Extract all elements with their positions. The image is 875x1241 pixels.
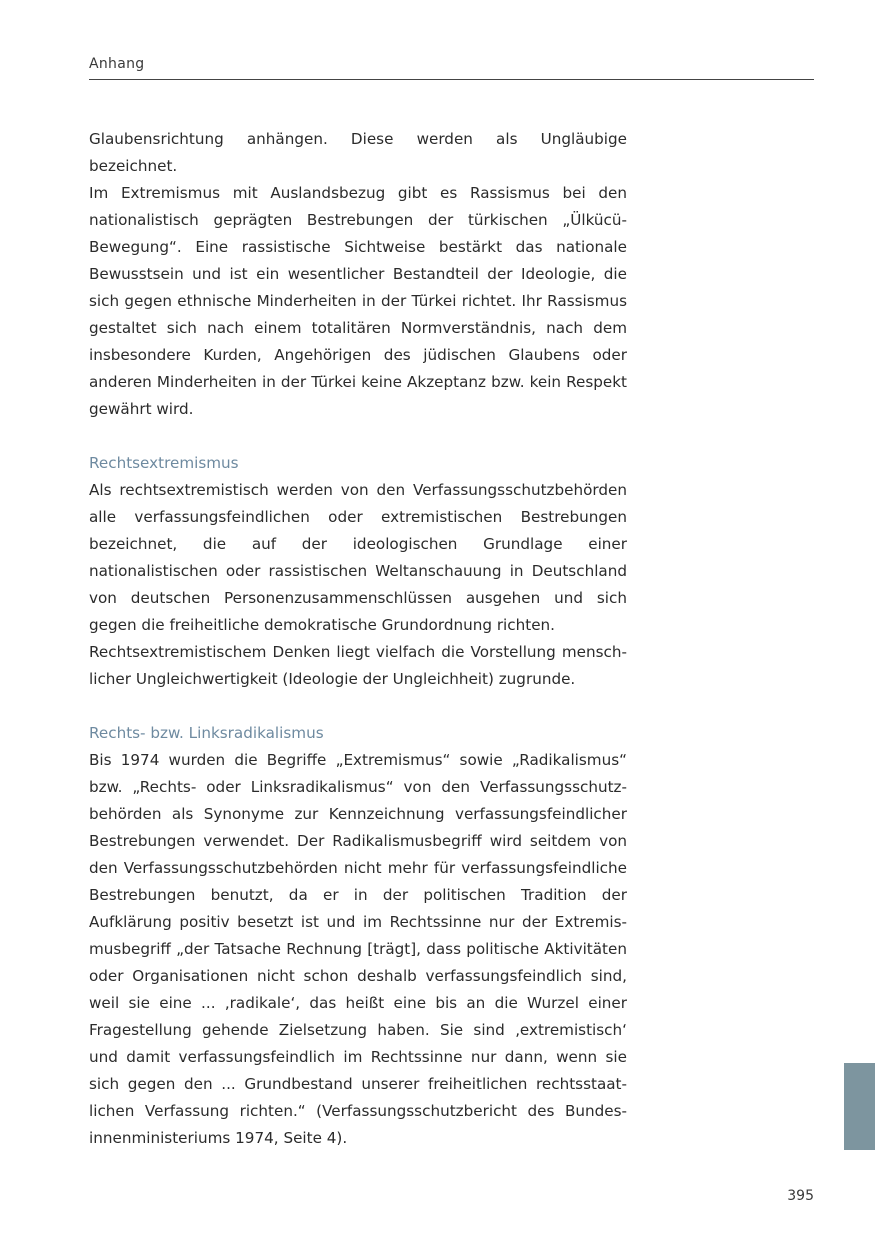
page-number: 395 xyxy=(787,1188,814,1204)
header-rule xyxy=(89,79,814,80)
running-head: Anhang xyxy=(89,56,145,72)
body-text xyxy=(89,126,627,1152)
heading-radikalismus: Rechts- bzw. Linksradikalismus xyxy=(89,724,324,742)
paragraph-continuation: Glaubensrichtung anhängen. Diese werden als Ungläubige bezeichnet. xyxy=(89,130,627,175)
paragraph-radikalismus: Bis 1974 wurden die Begriffe „Extremismus“ sowie „Radikalismus“ bzw. „Rechts- oder Linksradikalismus“ von den Verfassungsschutzbehörden als Synonyme zur Kennzeichnung verfassungsfeindlicher Bestrebungen verwendet. Der Radikalismusbegriff wird seitdem von den Verfassungsschutzbehörden nicht mehr für verfassungsfeindliche Bestrebungen benutzt, da er in der politischen Tradition der Aufklärung positiv besetzt ist und im Rechtssinne nur der Extremismusbegriff „der Tatsache Rechnung [trägt], dass politische Aktivitäten oder Organisationen nicht schon deshalb verfassungsfeindlich sind, weil sie eine ... ‚radikale‘, das heißt eine bis an die Wurzel einer Fragestellung gehende Zielsetzung haben. Sie sind ‚extremistisch‘ und damit verfassungsfeindlich im Rechtssinne nur dann, wenn sie sich gegen den ... Grundbestand unserer freiheitlichen rechtsstaatlichen Verfassung richten.“ (Verfassungsschutzbericht des Bundesinnenministeriums 1974, Seite 4). xyxy=(89,751,627,1147)
paragraph-auslandsbezug: Im Extremismus mit Auslandsbezug gibt es Rassismus bei den nationalistisch geprägten Bestrebungen der türkischen „Ülkücü-Bewegung“. Eine rassistische Sichtweise bestärkt das nationale Bewusstsein und ist ein wesentlicher Bestandteil der Ideologie, die sich gegen ethnische Minderheiten in der Türkei richtet. Ihr Rassismus gestaltet sich nach einem totalitären Normverständnis, nach dem insbesondere Kurden, Angehörigen des jüdischen Glaubens oder anderen Minderheiten in der Türkei keine Akzeptanz bzw. kein Respekt gewährt wird. xyxy=(89,184,627,418)
paragraph-rechtsextremismus-denken: Rechtsextremistischem Denken liegt vielfach die Vorstellung menschlicher Ungleichwertigkeit (Ideologie der Ungleichheit) zugrunde. xyxy=(89,643,627,688)
heading-rechtsextremismus: Rechtsextremismus xyxy=(89,454,239,472)
paragraph-rechtsextremismus-definition: Als rechtsextremistisch werden von den Verfassungsschutzbehörden alle verfassungsfeindlichen oder extremistischen Bestrebungen bezeichnet, die auf der ideologischen Grundlage einer nationalistischen oder rassistischen Weltanschauung in Deutschland von deutschen Personenzusammenschlüssen ausgehen und sich gegen die freiheitliche demokratische Grundordnung richten. xyxy=(89,481,627,634)
thumb-index-tab xyxy=(844,1063,875,1150)
